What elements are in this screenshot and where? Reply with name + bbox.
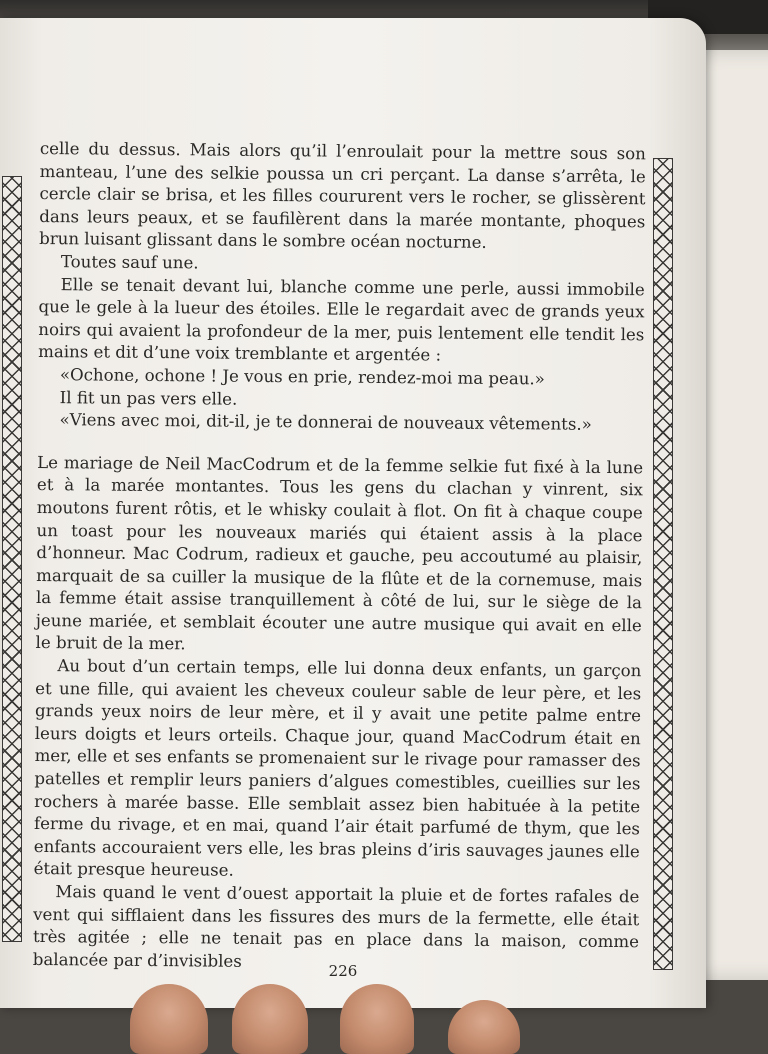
celtic-knot-border-left xyxy=(2,176,22,942)
finger xyxy=(232,984,308,1054)
paragraph: Toutes sauf une. xyxy=(60,252,199,273)
finger xyxy=(340,984,414,1054)
paragraph: celle du dessus. Mais alors qu’il l’enroulait pour la mettre sous son manteau, l’une des selkie poussa un cri perçant. La danse s’arrêta, le cercle clair se brisa, et les filles coururent vers le rocher, se glissèrent dans leurs peaux, et se faufilèrent dans la marée montante, phoques brun luisant glissant dans le sombre océan nocturne. xyxy=(39,138,646,253)
page-number: 226 xyxy=(328,962,358,980)
paragraph: «Viens avec moi, dit-il, je te donnerai de nouveaux vêtements.» xyxy=(59,410,592,434)
paragraph: Mais quand le vent d’ouest apportait la pluie et de fortes rafales de vent qui sifflaient dans les fissures des murs de la fermette, elle était très agitée ; elle ne tenait pas en place dans la maison, comme balancée par d’invisibles xyxy=(32,882,640,971)
paragraph: Elle se tenait devant lui, blanche comme une perle, aussi immobile que le gele à la lueur des étoiles. Elle le regardait avec de grands yeux noirs qui avaient la profondeur de la mer, puis lentement elle tendit les mains et dit d’une voix tremblante et argentée : xyxy=(38,274,645,365)
finger xyxy=(448,1000,520,1054)
page-text xyxy=(33,138,646,977)
paragraph: Le mariage de Neil MacCodrum et de la femme selkie fut fixé à la lune et à la marée montantes. Tous les gens du clachan y vinrent, six moutons furent rôtis, et le whisky coulait à flot. On fit à chaque coupe un toast pour les nouveaux mariés qui étaient assis à la place d’honneur. Mac Codrum, radieux et gauche, peu accoutumé au plaisir, marquait de sa cuiller la musique de la flûte et de la cornemuse, mais la femme était assise tranquillement à côté de lui, sur le siège de la jeune mariée, et semblait écouter une autre musique qui avait en elle le bruit de la mer. xyxy=(35,452,644,654)
paragraph: «Ochone, ochone ! Je vous en prie, rendez-moi ma peau.» xyxy=(59,365,545,389)
paragraph: Il fit un pas vers elle. xyxy=(59,387,238,409)
finger xyxy=(130,984,208,1054)
book-page xyxy=(0,18,706,1008)
paragraph: Au bout d’un certain temps, elle lui donna deux enfants, un garçon et une fille, qui avaient les cheveux couleur sable de leur père, et les grands yeux noirs de leur mère, et il y avait une petite palme entre leurs doigts et leurs orteils. Chaque jour, quand MacCodrum était en mer, elle et ses enfants se promenaient sur le rivage pour ramasser des patelles et remplir leurs paniers d’algues comestibles, cueillies sur les rochers à marée basse. Elle semblait assez bien habituée à la petite ferme du rivage, et en mai, quand l’air était parfumé de thym, que les enfants accouraient vers elle, les bras pleins d’iris sauvages jaunes elle était presque heureuse. xyxy=(33,656,642,881)
celtic-knot-border-right xyxy=(653,158,673,970)
